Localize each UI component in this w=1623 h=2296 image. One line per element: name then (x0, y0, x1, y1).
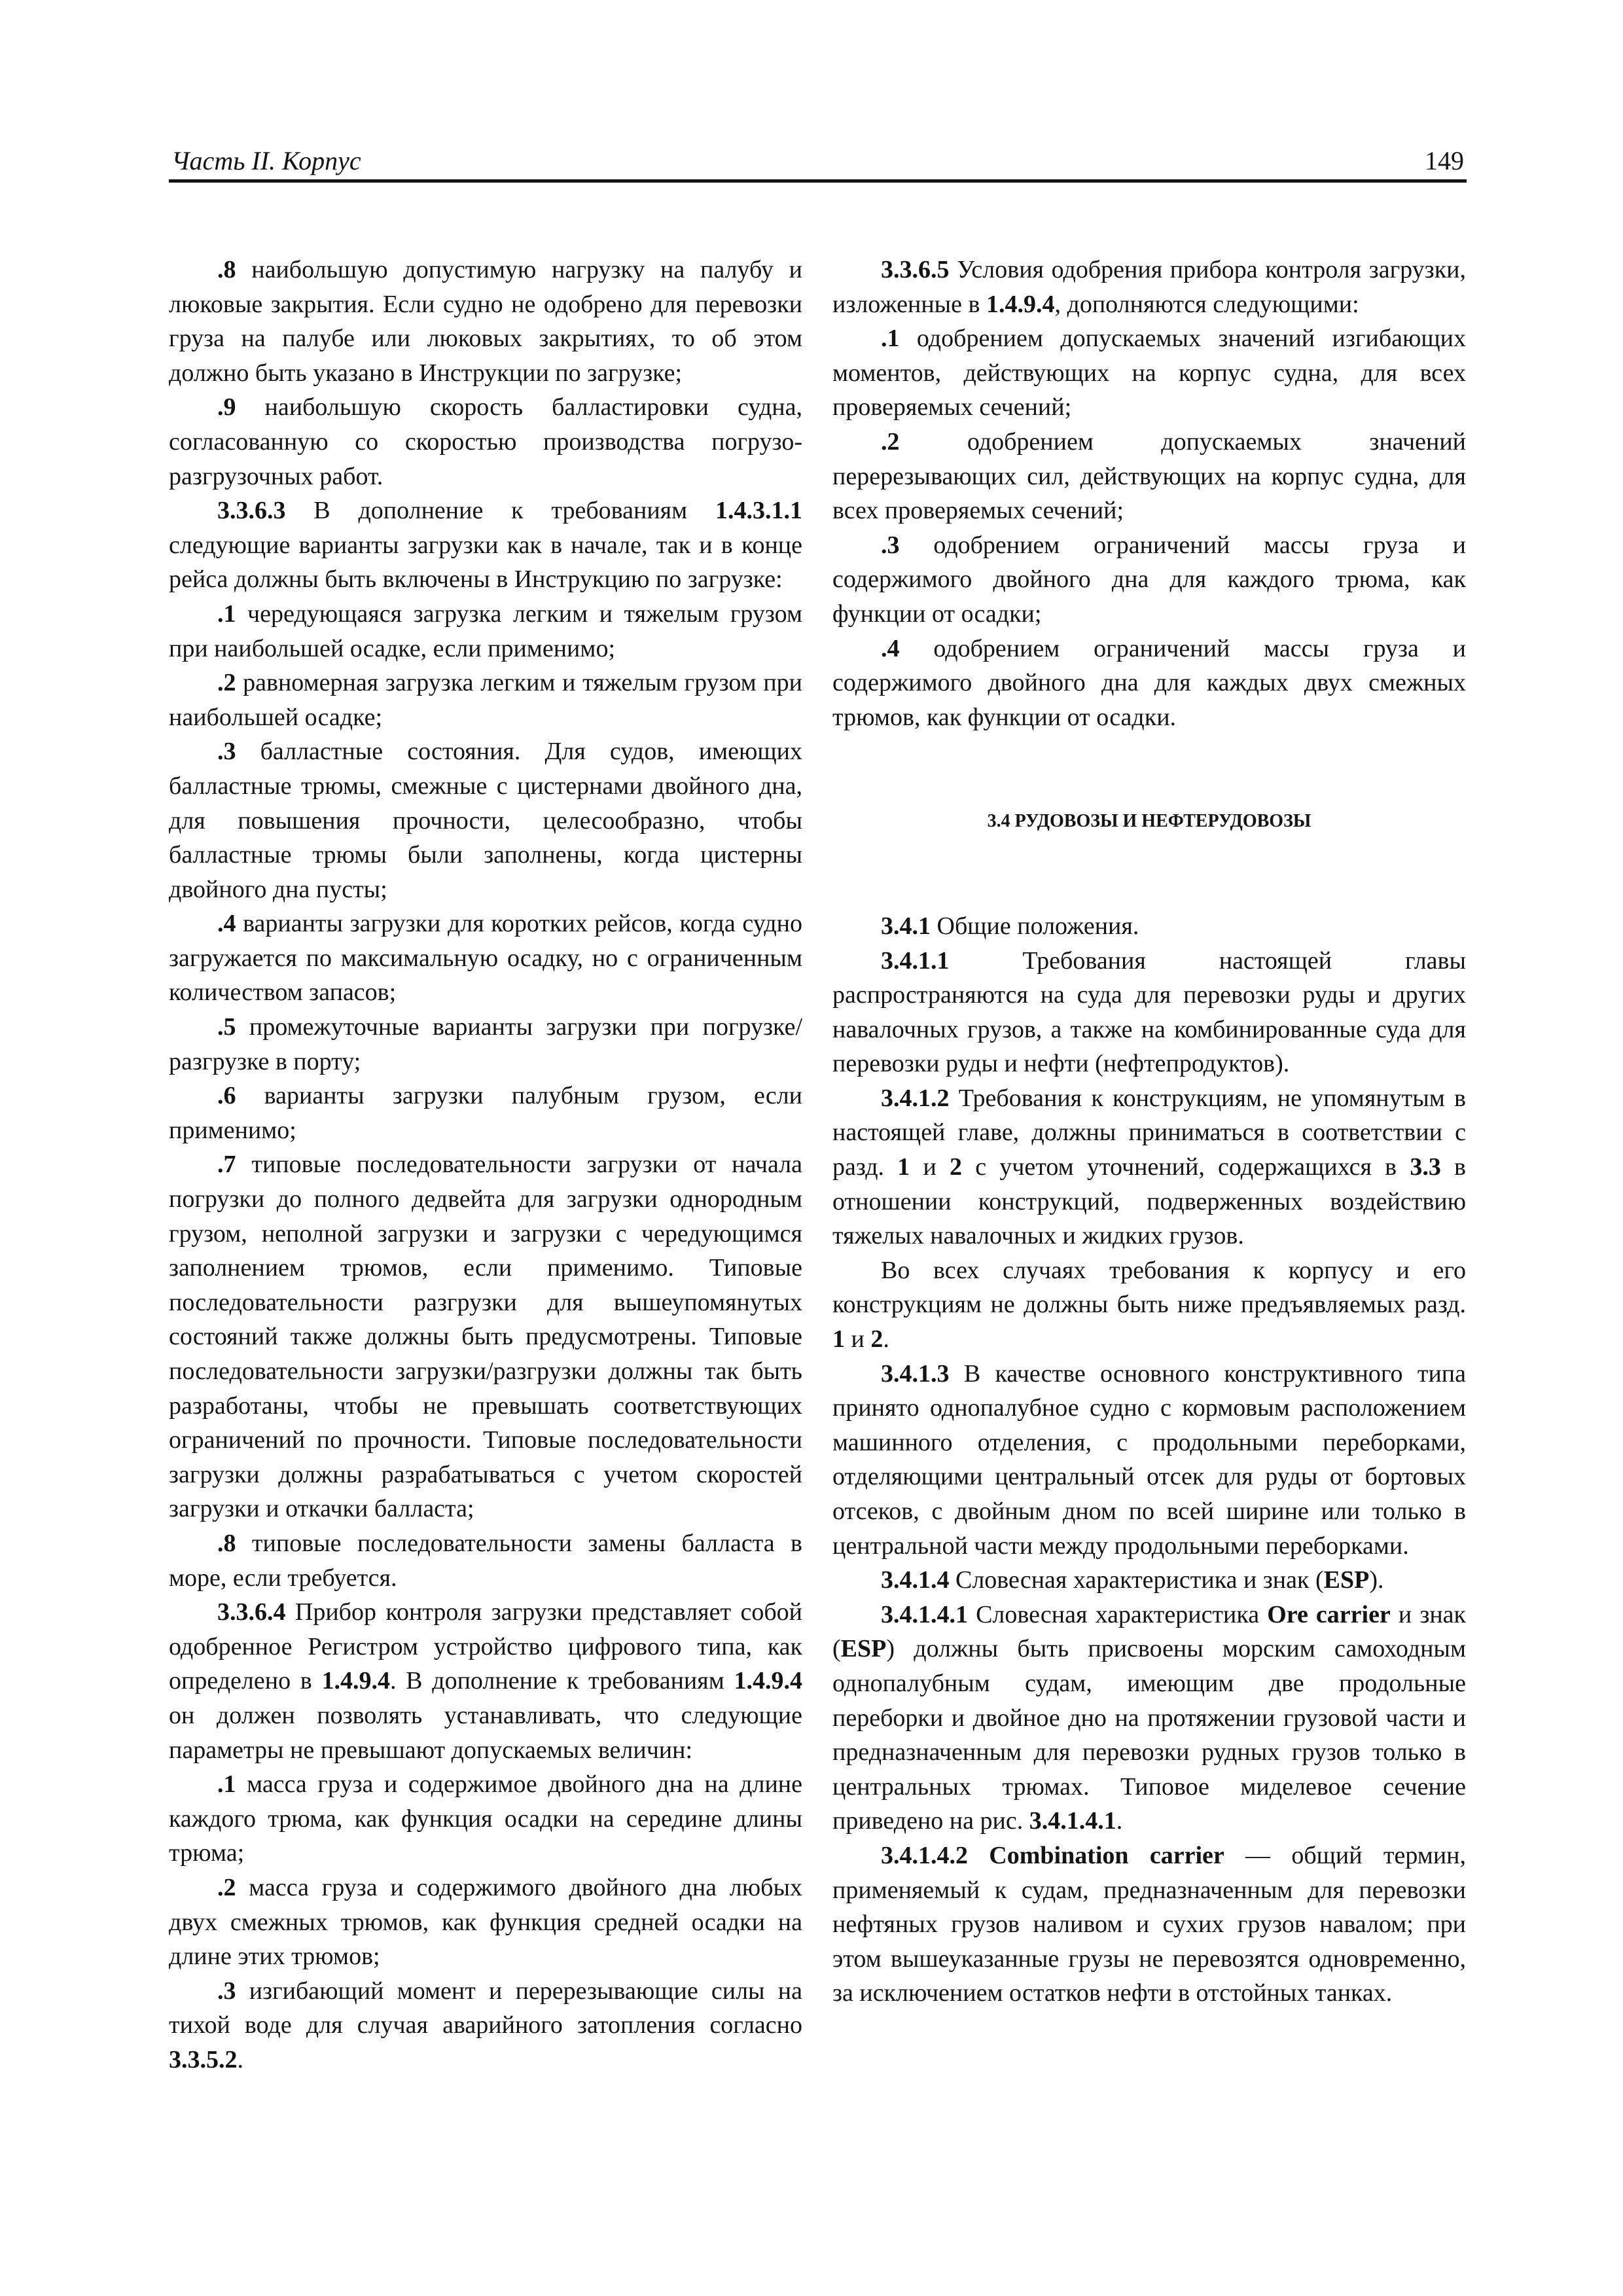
paragraph-text: и (845, 1325, 871, 1354)
page-number: 149 (1425, 146, 1464, 175)
section-heading: 3.4 РУДОВОЗЫ И НЕФТЕРУДОВОЗЫ (987, 811, 1311, 832)
paragraph-text: равномерная загрузка легким и тяжелым грузом при наибольшей осадке; (169, 669, 802, 731)
paragraph-text: В дополнение к требованиям (285, 497, 715, 525)
paragraph-number: .4 (217, 910, 236, 938)
paragraph (169, 1526, 802, 1595)
paragraph (832, 1598, 1466, 1839)
paragraph-text: . (883, 1325, 889, 1354)
cross-reference: 2 (949, 1153, 962, 1181)
paragraph-number: .6 (217, 1082, 236, 1110)
paragraph-number: .2 (217, 669, 236, 697)
paragraph-text: одобрением допускаемых значений изгибающих моментов, действующих на корпус судна, для всех проверяемых сечений; (832, 325, 1466, 422)
paragraph-number: .4 (881, 634, 900, 662)
paragraph-number: .7 (217, 1151, 236, 1179)
paragraph-text: ). (1369, 1566, 1384, 1594)
paragraph-number: .2 (881, 427, 900, 456)
paragraph-number: 3.4.1.3 (881, 1359, 950, 1388)
paragraph-text: Общие положения. (931, 912, 1139, 940)
cross-reference: Combination carrier (989, 1841, 1224, 1869)
paragraph-number: .5 (217, 1013, 236, 1041)
paragraph-text: наибольшую допустимую нагрузку на палубу и люковые закрытия. Если судно не одобрено для перевозки груза на палубе или люковых закрытиях, то об этом должно быть указано в Инструкции по загрузке; (169, 256, 802, 387)
cross-reference: ESP (1323, 1566, 1370, 1594)
paragraph-number: 3.4.1.1 (881, 946, 950, 975)
paragraph (169, 253, 802, 390)
paragraph (832, 944, 1466, 1081)
paragraph-text: промежуточные варианты загрузки при погрузке/разгрузке в порту; (169, 1013, 802, 1075)
paragraph-number: 3.4.1.2 (881, 1084, 950, 1112)
cross-reference: 3.3.5.2 (169, 2045, 238, 2073)
cross-reference: 2 (870, 1325, 883, 1354)
paragraph-text: балластные состояния. Для судов, имеющих балластные трюмы, смежные с цистернами двойного дна, для повышения прочности, целесообразно, чтобы балластные трюмы были заполнены, когда цистерны двойного дна пусты; (169, 738, 802, 903)
paragraph-text: одобрением допускаемых значений перерезывающих сил, действующих на корпус судна, для всех проверяемых сечений; (832, 427, 1466, 525)
paragraph-text: масса груза и содержимого двойного дна любых двух смежных трюмов, как функция средней осадки на длине этих трюмов; (169, 1873, 802, 1971)
paragraph-text: . (237, 2045, 243, 2073)
paragraph-text: изгибающий момент и перерезывающие силы на тихой воде для случая аварийного затопления согласно (169, 1977, 802, 2039)
paragraph-number: 3.4.1.4.1 (881, 1600, 968, 1628)
cross-reference: 1.4.9.4 (321, 1667, 390, 1695)
paragraph-number: .8 (217, 256, 236, 283)
left-column (169, 253, 802, 2077)
paragraph-text: следующие варианты загрузки как в начале, так и в конце рейса должны быть включены в Инструкцию по загрузке: (169, 531, 802, 594)
paragraph (832, 528, 1466, 632)
paragraph-text: . В дополнение к требованиям (389, 1667, 734, 1695)
paragraph-text: масса груза и содержимое двойного дна на длине каждого трюма, как функция осадки на середине длины трюма; (169, 1770, 802, 1867)
paragraph (169, 906, 802, 1010)
paragraph (832, 1563, 1466, 1598)
paragraph-text: Прибор контроля загрузки представляет собой одобренное Регистром устройство цифрового типа, как определено в (169, 1598, 802, 1695)
page-header (169, 143, 1467, 183)
paragraph-text: Требования к конструкциям, не упомянутым в настоящей главе, должны приниматься в соответствии с разд. (832, 1084, 1466, 1181)
cross-reference: 3.3 (1410, 1153, 1441, 1181)
paragraph-number: .1 (881, 325, 900, 353)
paragraph-number: .3 (217, 1977, 236, 2005)
paragraph-text: с учетом уточнений, содержащихся в (961, 1153, 1410, 1181)
cross-reference: Ore carrier (1267, 1600, 1391, 1628)
right-column (832, 253, 1466, 2011)
paragraph-text: в отношении конструкций, подверженных воздействию тяжелых навалочных и жидких грузов. (832, 1153, 1466, 1250)
paragraph-number: 3.3.6.5 (881, 256, 950, 283)
paragraph-number: .1 (217, 1770, 236, 1799)
paragraph-text: Словесная характеристика и знак ( (949, 1566, 1324, 1594)
cross-reference: 1.4.3.1.1 (715, 497, 802, 525)
paragraph-number: .3 (881, 531, 900, 559)
paragraph (832, 909, 1466, 944)
paragraph (169, 1079, 802, 1147)
paragraph-text: одобрением ограничений массы груза и содержимого двойного дна для каждых двух смежных трюмов, как функции от осадки. (832, 634, 1466, 731)
paragraph-text: ) должны быть присвоены морским самоходным однопалубным судам, имеющим две продольные переборки и двойное дно на протяжении грузовой части и предназначенным для перевозки рудных грузов только в центральных трюмах. Типовое миделевое сечение приведено на рис. (832, 1635, 1466, 1835)
paragraph (169, 1767, 802, 1871)
paragraph (832, 1357, 1466, 1564)
cross-reference: 3.4.1.4.1 (1029, 1807, 1116, 1835)
paragraph (832, 632, 1466, 735)
paragraph-text: чередующаяся загрузка легким и тяжелым грузом при наибольшей осадке, если применимо; (169, 600, 802, 662)
paragraph-number: 3.3.6.3 (217, 497, 286, 525)
paragraph (169, 390, 802, 493)
paragraph-text: , дополняются следующими: (1054, 290, 1359, 318)
paragraph (169, 1871, 802, 1974)
paragraph (832, 321, 1466, 425)
paragraph-text: Требования настоящей главы распространяются на суда для перевозки руды и других навалочных грузов, а также на комбинированные суда для перевозки руды и нефти (нефтепродуктов). (832, 946, 1466, 1078)
paragraph-text: и знак ( (832, 1600, 1467, 1663)
cross-reference: 1.4.9.4 (986, 290, 1055, 318)
paragraph-text: Условия одобрения прибора контроля загрузки, изложенные в (832, 256, 1466, 318)
paragraph-number: .8 (217, 1529, 236, 1557)
paragraph-number: .9 (217, 393, 236, 422)
running-title: Часть II. Корпус (171, 146, 361, 175)
paragraph (832, 1839, 1466, 2011)
paragraph-text: типовые последовательности замены балласта в море, если требуется. (169, 1529, 802, 1592)
paragraph (169, 734, 802, 906)
paragraph-text: — общий термин, применяемый к судам, предназначенным для перевозки нефтяных грузов наливом и сухих грузов навалом; при этом вышеуказанные грузы не перевозятся одновременно, за исключением остатков нефти в отстойных танках. (832, 1841, 1467, 2007)
paragraph (169, 493, 802, 597)
paragraph-number: 3.3.6.4 (217, 1598, 286, 1626)
paragraph-text: наибольшую скорость балластировки судна, согласованную со скоростью производства погрузо-разгрузочных работ. (169, 393, 802, 490)
paragraph (169, 1974, 802, 2077)
paragraph (169, 666, 802, 734)
paragraph-number: .2 (217, 1873, 236, 1901)
paragraph-text (968, 1842, 989, 1869)
paragraph (169, 1010, 802, 1079)
paragraph-number: .3 (217, 738, 236, 766)
cross-reference: 1.4.9.4 (734, 1667, 802, 1695)
paragraph-text: и (910, 1153, 950, 1181)
paragraph (169, 1595, 802, 1767)
paragraph-text: он должен позволять устанавливать, что следующие параметры не превышают допускаемых величин: (169, 1701, 802, 1764)
paragraph (832, 1253, 1466, 1357)
paragraph-text: Словесная характеристика (968, 1600, 1268, 1628)
paragraph-text: типовые последовательности загрузки от начала погрузки до полного дедвейта для загрузки однородным грузом, неполной загрузки и загрузки с чередующимся заполнением трюмов, если применимо. Типовые последовательности разгрузки для вышеупомянутых состояний также должны быть предусмотрены. Типовые последовательности загрузки/разгрузки должны так быть разработаны, чтобы не превышать соответствующих ограничений по прочности. Типовые последовательности загрузки должны разрабатываться с учетом скоростей загрузки и откачки балласта; (169, 1151, 802, 1523)
paragraph-text: одобрением ограничений массы груза и содержимого двойного дна для каждого трюма, как функции от осадки; (832, 531, 1466, 628)
cross-reference: ESP (840, 1635, 887, 1663)
paragraph-text: варианты загрузки для коротких рейсов, когда судно загружается по максимальную осадку, но с ограниченным количеством запасов; (169, 910, 802, 1007)
paragraph (832, 1081, 1466, 1253)
paragraph-number: 3.4.1.4.2 (881, 1841, 968, 1869)
paragraph-text: Во всех случаях требования к корпусу и его конструкциям не должны быть ниже предъявляемых разд. (832, 1256, 1466, 1319)
paragraph-text: . (1116, 1807, 1123, 1835)
paragraph-number: 3.4.1.4 (881, 1566, 950, 1594)
paragraph-text: В качестве основного конструктивного типа принято однопалубное судно с кормовым расположением машинного отделения, с продольными переборками, отделяющими центральный отсек для руды от бортовых отсеков, с двойным дном по всей ширине или только в центральной части между продольными переборками. (832, 1359, 1466, 1560)
paragraph (832, 425, 1466, 528)
cross-reference: 1 (832, 1325, 845, 1354)
paragraph-number: 3.4.1 (881, 912, 931, 940)
paragraph-text: варианты загрузки палубным грузом, если применимо; (169, 1082, 802, 1144)
paragraph (169, 597, 802, 666)
paragraph-number: .1 (217, 600, 236, 628)
paragraph (832, 253, 1466, 321)
paragraph (169, 1147, 802, 1526)
cross-reference: 1 (897, 1153, 910, 1181)
